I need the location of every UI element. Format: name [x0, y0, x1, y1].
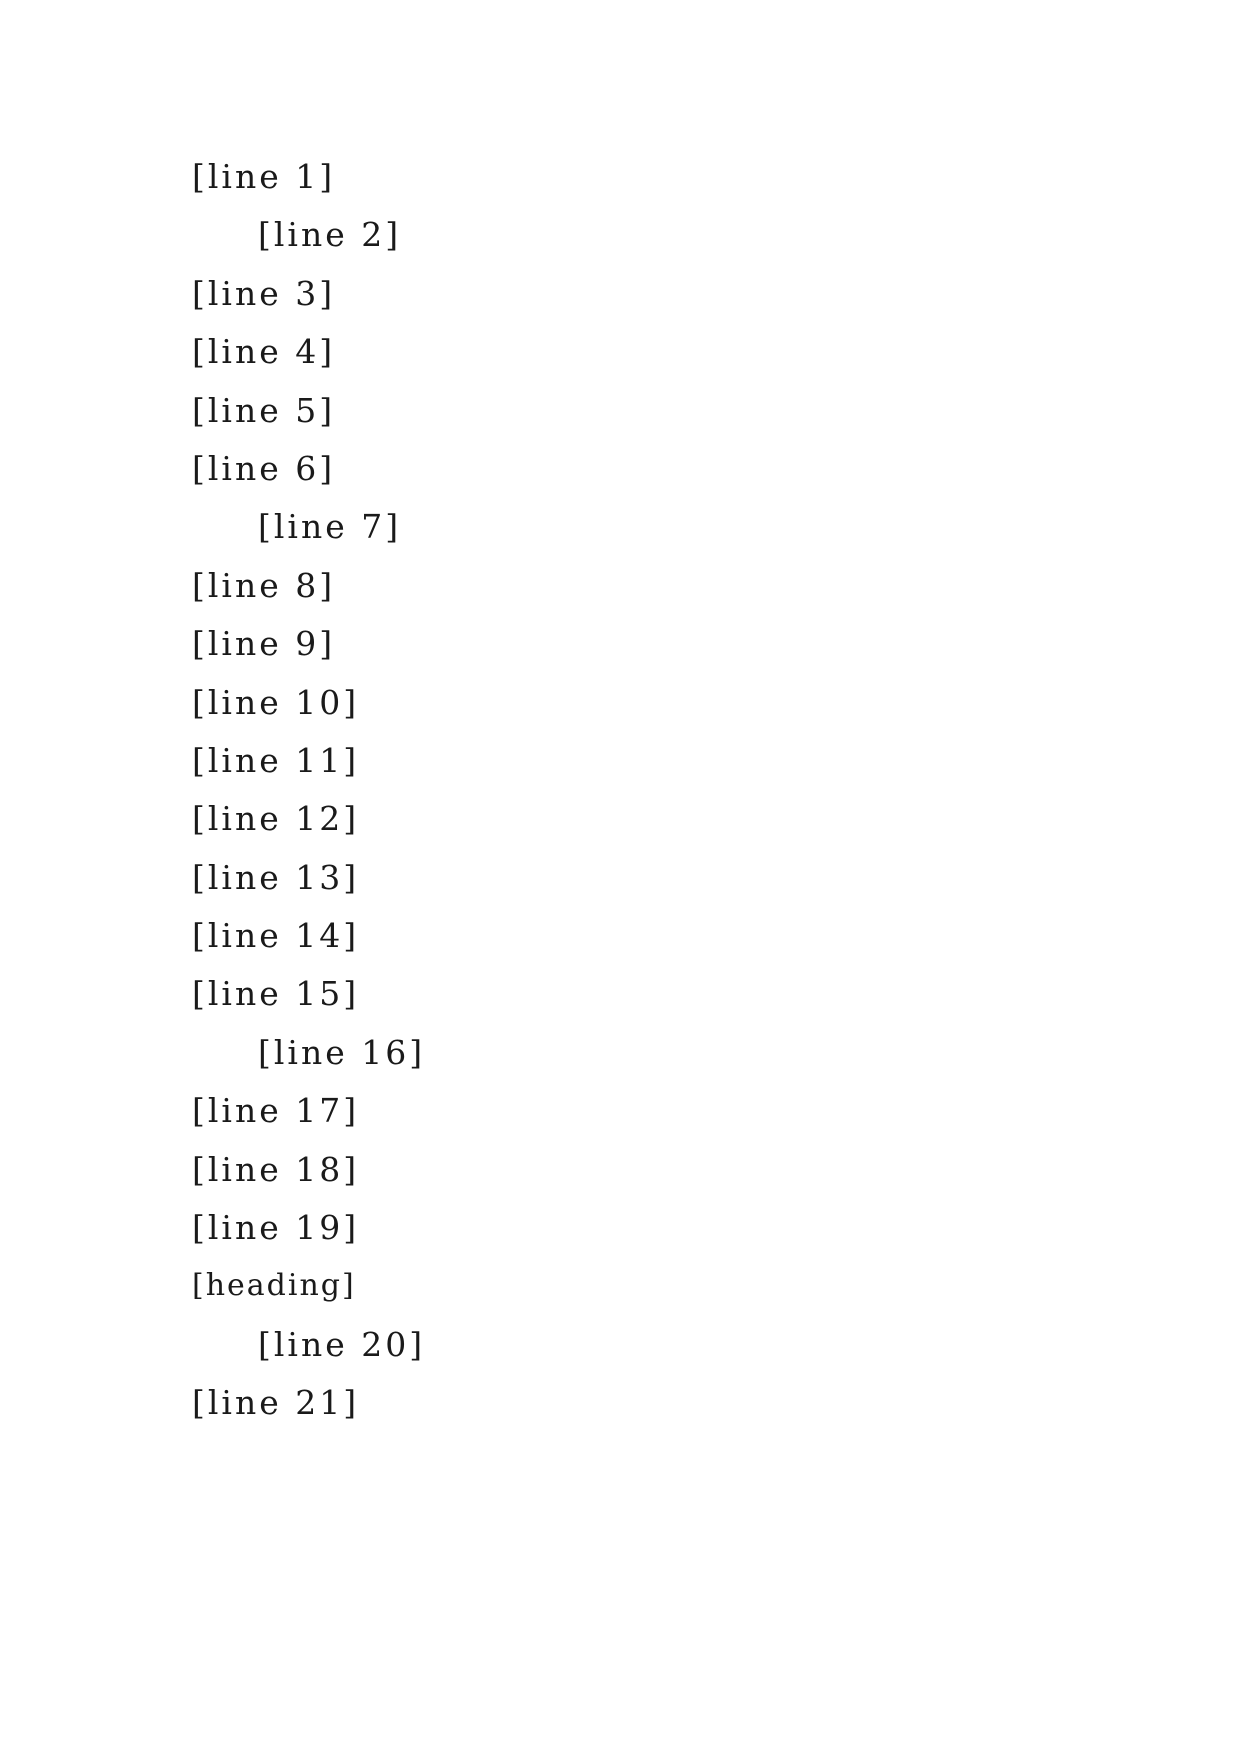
text-line: [line 15]: [192, 974, 360, 1014]
text-line: [line 1]: [192, 157, 336, 196]
text-line: [line 21]: [192, 1383, 360, 1423]
text-line: [line 17]: [192, 1091, 360, 1131]
text-line: [line 4]: [192, 332, 336, 372]
section-heading: [heading]: [192, 1268, 356, 1304]
text-line: [line 20]: [258, 1324, 426, 1364]
text-line: [line 13]: [192, 857, 360, 897]
text-line: [line 10]: [192, 682, 360, 722]
text-line: [line 19]: [192, 1208, 360, 1248]
body-text-continued: [192, 1316, 1052, 1433]
text-line: [line 9]: [192, 624, 336, 664]
text-line: [line 8]: [192, 565, 336, 605]
text-line: [line 11]: [192, 740, 360, 780]
text-line: [line 6]: [192, 448, 336, 488]
text-line: [line 7]: [258, 507, 402, 547]
text-line: [line 2]: [258, 215, 402, 255]
document-page: [192, 148, 1052, 1433]
text-line: [line 3]: [192, 273, 336, 313]
text-line: [line 16]: [258, 1032, 426, 1072]
text-line: [line 5]: [192, 390, 336, 430]
body-text: [192, 148, 1052, 1257]
text-line: [line 18]: [192, 1149, 360, 1189]
text-line: [line 14]: [192, 916, 360, 956]
text-line: [line 12]: [192, 799, 360, 839]
